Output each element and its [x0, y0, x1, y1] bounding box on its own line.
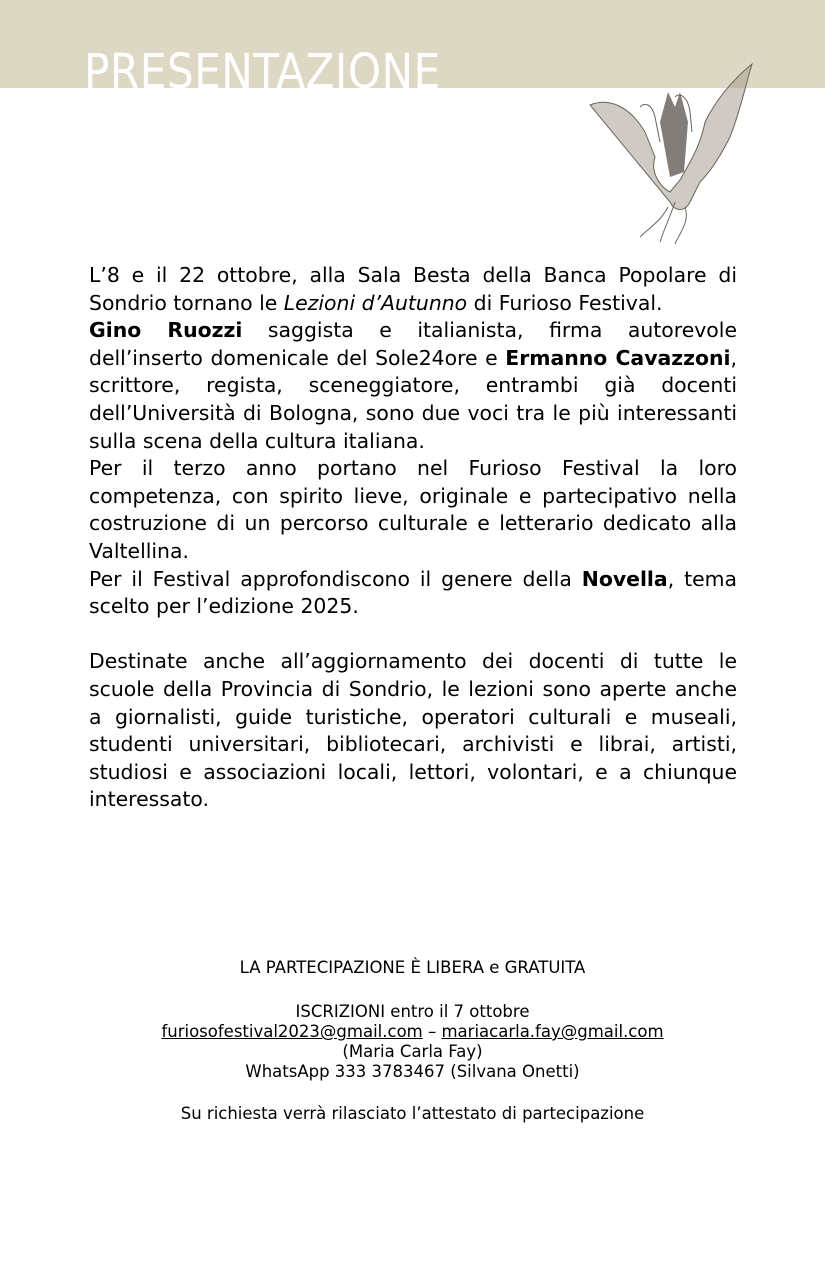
email-link-festival[interactable]: furiosofestival2023@gmail.com — [161, 1022, 423, 1041]
winged-creature-sketch-icon — [580, 62, 760, 247]
separator: – — [422, 1022, 442, 1041]
certificate-note: Su richiesta verrà rilasciato l’attestato di partecipazione — [180, 1104, 645, 1123]
presentation-body — [89, 262, 737, 814]
registration-deadline: ISCRIZIONI entro il 7 ottobre — [295, 1002, 530, 1021]
email-link-maria-carla[interactable]: mariacarla.fay@gmail.com — [441, 1022, 664, 1041]
speakers-paragraph — [89, 317, 737, 455]
text: di Furioso Festival. — [467, 290, 663, 315]
text: , tema scelto per l’edizione 2025. — [89, 566, 737, 619]
audience-paragraph: Destinate anche all’aggiornamento dei docenti di tutte le scuole della Provincia di Sondrio, le lezioni sono aperte anche a giornalisti, guide turistiche, operatori culturali e museali, studenti universitari, bibliotecari, archivisti e librai, artisti, studiosi e associazioni locali, lettori, volontari, e a chiunque interessato. — [89, 649, 737, 812]
text: L’8 e il 22 ottobre, alla Sala Besta della Banca Popolare di Sondrio tornano le — [89, 263, 737, 315]
third-year-paragraph: Per il terzo anno portano nel Furioso Festival la loro competenza, con spirito lieve, originale e partecipativo nella costruzione di un percorso culturale e letterario dedicato alla Valtellina. — [89, 456, 737, 563]
event-name: Lezioni d’Autunno — [283, 290, 468, 315]
intro-paragraph — [89, 262, 737, 317]
page-title: PRESENTAZIONE — [84, 44, 441, 88]
speaker-name: Ermanno Cavazzoni — [505, 345, 731, 370]
email-line — [0, 1022, 825, 1042]
contact-name: (Maria Carla Fay) — [342, 1042, 483, 1061]
whatsapp-contact: WhatsApp 333 3783467 (Silvana Onetti) — [245, 1062, 580, 1081]
free-participation-note: LA PARTECIPAZIONE È LIBERA e GRATUITA — [239, 958, 586, 977]
text: Per il Festival approfondiscono il genere della — [89, 566, 582, 591]
theme-paragraph — [89, 566, 737, 621]
text: , scrittore, regista, sceneggiatore, entrambi già docenti dell’Università di Bologna, sono due voci tra le più interessanti sulla scena della cultura italiana. — [89, 345, 737, 453]
speaker-name: Gino Ruozzi — [89, 318, 243, 343]
registration-info — [0, 1002, 825, 1082]
theme-name: Novella — [581, 566, 668, 591]
text: saggista e italianista, firma autorevole dell’inserto domenicale del Sole24ore e — [89, 318, 737, 370]
